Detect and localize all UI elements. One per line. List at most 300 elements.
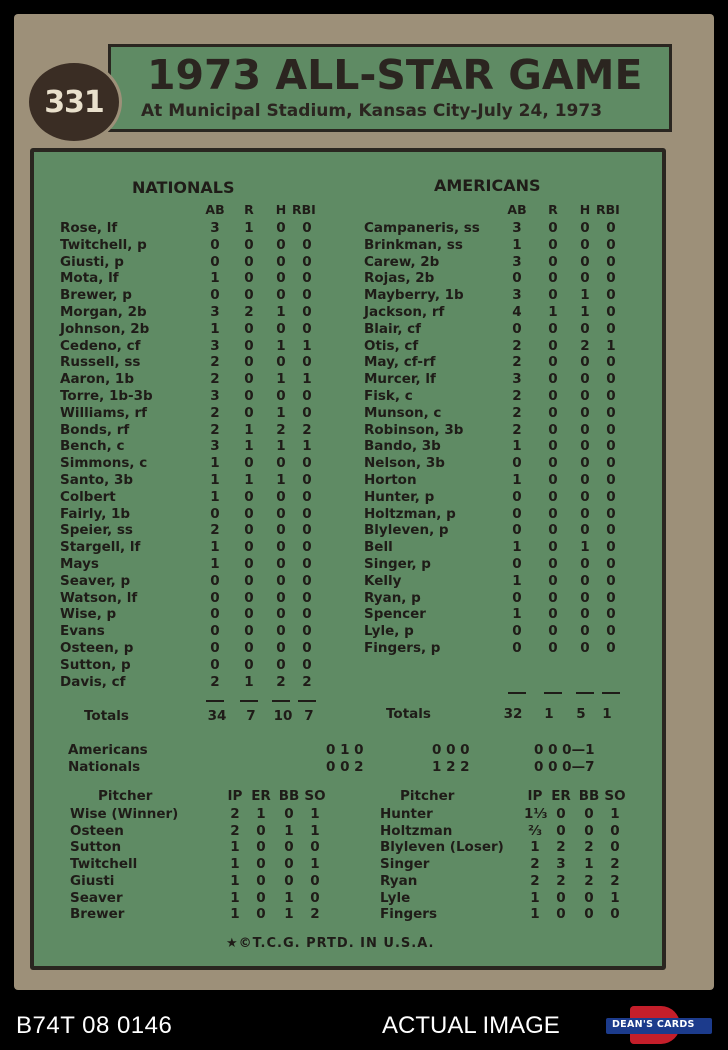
nationals-pitcher-name: Twitchell xyxy=(70,856,138,873)
nationals-batter-r: 0 xyxy=(244,556,254,572)
nationals-batter-ab: 2 xyxy=(210,421,220,438)
americans-batter-rbi: 0 xyxy=(606,320,616,337)
nationals-pitcher-so: 1 xyxy=(310,856,320,873)
nationals-pitcher-bb: 0 xyxy=(284,856,294,873)
nationals-batter-h: 0 xyxy=(276,556,286,572)
americans-pitcher-ip: 1⅓ xyxy=(524,806,548,822)
logo-text: DEAN'S CARDS xyxy=(612,1019,695,1030)
nationals-batter-r: 0 xyxy=(244,354,254,371)
nationals-batter-h: 1 xyxy=(276,304,286,320)
nationals-batter-rbi: 2 xyxy=(302,673,312,690)
americans-batter-h: 0 xyxy=(580,253,590,270)
nationals-batter-name: Watson, lf xyxy=(60,589,138,606)
nationals-batter-ab: 0 xyxy=(210,253,220,270)
nationals-batter-r: 0 xyxy=(244,388,254,404)
americans-batter-rbi: 0 xyxy=(606,270,616,287)
americans-pitcher-so: 0 xyxy=(610,906,620,923)
nationals-batter-h: 0 xyxy=(276,287,286,304)
nationals-totals-label: Totals xyxy=(84,708,129,724)
americans-batter-rbi: 0 xyxy=(606,606,616,623)
americans-pitcher-name: Singer xyxy=(380,856,430,873)
nationals-batter-h: 0 xyxy=(276,505,286,522)
nationals-pitcher-ip: 1 xyxy=(230,839,240,856)
americans-batter-rbi: 0 xyxy=(606,304,616,320)
nationals-batter-rbi: 0 xyxy=(302,270,312,287)
americans-pitcher-name: Holtzman xyxy=(380,822,453,839)
nationals-pitcher-er: 0 xyxy=(256,906,266,923)
totals-rule xyxy=(206,700,224,702)
americans-batter-ab: 1 xyxy=(512,438,522,455)
americans-pitcher-er: 3 xyxy=(556,856,566,873)
totals-rule xyxy=(272,700,290,702)
americans-batter-ab: 0 xyxy=(512,556,522,572)
americans-pitcher-ip: 1 xyxy=(530,889,540,906)
americans-batter-h: 0 xyxy=(580,472,590,488)
americans-batter-h: 0 xyxy=(580,606,590,623)
americans-pitcher-bb: 0 xyxy=(584,889,594,906)
americans-batter-r: 0 xyxy=(548,472,558,488)
americans-batter-ab: 3 xyxy=(512,220,522,236)
nationals-batter-name: Bench, c xyxy=(60,438,125,455)
americans-batter-ab: 1 xyxy=(512,236,522,253)
americans-batter-h: 1 xyxy=(580,304,590,320)
nationals-pitcher-name: Osteen xyxy=(70,822,124,839)
nationals-pitcher-er: 1 xyxy=(256,806,266,822)
nationals-batter-rbi: 0 xyxy=(302,556,312,572)
americans-pitcher-ip: 1 xyxy=(530,906,540,923)
nationals-pitcher-bb: 0 xyxy=(284,872,294,889)
americans-pitcher-name: Ryan xyxy=(380,872,418,889)
nationals-batter-ab: 1 xyxy=(210,320,220,337)
nationals-batter-name: Fairly, 1b xyxy=(60,505,131,522)
americans-batter-rbi: 0 xyxy=(606,640,616,656)
linescore-team: Americans xyxy=(68,742,148,758)
nationals-batter-r: 0 xyxy=(244,236,254,253)
americans-batter-name: Munson, c xyxy=(364,404,442,421)
nationals-batter-h: 0 xyxy=(276,522,286,539)
americans-pitcher-so: 0 xyxy=(610,822,620,839)
nationals-batter-h: 2 xyxy=(276,421,286,438)
nationals-batter-h: 1 xyxy=(276,438,286,455)
nationals-batter-rbi: 0 xyxy=(302,253,312,270)
americans-batter-h: 0 xyxy=(580,421,590,438)
nationals-batter-r: 0 xyxy=(244,404,254,421)
americans-batter-h: 0 xyxy=(580,371,590,388)
nationals-batter-name: Williams, rf xyxy=(60,404,147,421)
americans-pitcher-so: 2 xyxy=(610,872,620,889)
nationals-heading: NATIONALS xyxy=(132,178,235,197)
totals-rule xyxy=(508,692,526,694)
americans-batter-h: 0 xyxy=(580,589,590,606)
cert-id: B74T 08 0146 xyxy=(16,1012,173,1039)
americans-batter-r: 0 xyxy=(548,455,558,472)
americans-batter-ab: 3 xyxy=(512,253,522,270)
americans-pitcher-so: 0 xyxy=(610,839,620,856)
americans-batter-ab: 3 xyxy=(512,287,522,304)
americans-batter-r: 1 xyxy=(548,304,558,320)
americans-batter-name: Ryan, p xyxy=(364,589,421,606)
americans-batter-ab: 0 xyxy=(512,488,522,505)
nationals-batter-r: 0 xyxy=(244,270,254,287)
nationals-batter-rbi: 1 xyxy=(302,438,312,455)
americans-batter-ab: 2 xyxy=(512,388,522,404)
nationals-pitcher-bb: 0 xyxy=(284,806,294,822)
americans-batter-r: 0 xyxy=(548,220,558,236)
nationals-pitcher-er: 0 xyxy=(256,822,266,839)
nationals-batter-rbi: 0 xyxy=(302,404,312,421)
stats-panel xyxy=(30,148,666,970)
americans-batter-rbi: 0 xyxy=(606,371,616,388)
americans-batter-rbi: 0 xyxy=(606,354,616,371)
totals-rule xyxy=(240,700,258,702)
americans-col-header: H xyxy=(579,202,591,217)
americans-batter-h: 0 xyxy=(580,220,590,236)
nationals-batter-rbi: 0 xyxy=(302,236,312,253)
nationals-batter-name: Rose, lf xyxy=(60,220,118,236)
americans-batter-r: 0 xyxy=(548,539,558,556)
americans-heading: AMERICANS xyxy=(434,176,541,195)
nationals-batter-r: 0 xyxy=(244,505,254,522)
americans-batter-name: Holtzman, p xyxy=(364,505,456,522)
americans-batter-name: Bell xyxy=(364,539,393,556)
nationals-pitcher-name: Sutton xyxy=(70,839,122,856)
nationals-col-header: H xyxy=(275,202,287,217)
americans-pitcher-ip: 2 xyxy=(530,856,540,873)
nationals-batter-h: 0 xyxy=(276,253,286,270)
nationals-batter-rbi: 0 xyxy=(302,488,312,505)
nationals-batter-h: 1 xyxy=(276,337,286,354)
americans-pitcher-name: Hunter xyxy=(380,806,433,822)
nationals-batter-name: Speier, ss xyxy=(60,522,133,539)
nationals-batter-h: 1 xyxy=(276,404,286,421)
nationals-batter-rbi: 0 xyxy=(302,656,312,673)
nationals-batter-ab: 1 xyxy=(210,472,220,488)
americans-batter-name: Kelly xyxy=(364,572,402,589)
americans-batter-ab: 0 xyxy=(512,270,522,287)
americans-pitching-col-header: BB xyxy=(578,788,600,804)
americans-pitcher-er: 2 xyxy=(556,872,566,889)
printed-notice: ★©T.C.G. PRTD. IN U.S.A. xyxy=(226,936,435,951)
nationals-batter-h: 0 xyxy=(276,640,286,656)
nationals-batter-name: Johnson, 2b xyxy=(60,320,150,337)
americans-batter-rbi: 0 xyxy=(606,472,616,488)
nationals-batter-r: 1 xyxy=(244,472,254,488)
americans-batter-ab: 1 xyxy=(512,572,522,589)
nationals-pitcher-so: 1 xyxy=(310,806,320,822)
americans-batter-rbi: 0 xyxy=(606,505,616,522)
americans-batter-name: Blyleven, p xyxy=(364,522,449,539)
americans-batter-h: 0 xyxy=(580,404,590,421)
americans-batter-r: 0 xyxy=(548,438,558,455)
nationals-batter-ab: 0 xyxy=(210,572,220,589)
nationals-pitcher-bb: 0 xyxy=(284,839,294,856)
nationals-batter-name: Santo, 3b xyxy=(60,472,134,488)
nationals-batter-r: 0 xyxy=(244,522,254,539)
nationals-batter-ab: 1 xyxy=(210,270,220,287)
nationals-total-rbi: 7 xyxy=(304,708,314,724)
nationals-batter-r: 0 xyxy=(244,320,254,337)
americans-batter-h: 0 xyxy=(580,488,590,505)
nationals-batter-r: 1 xyxy=(244,673,254,690)
americans-batter-name: Rojas, 2b xyxy=(364,270,435,287)
nationals-pitcher-name: Seaver xyxy=(70,889,123,906)
nationals-pitcher-ip: 2 xyxy=(230,806,240,822)
americans-batter-r: 0 xyxy=(548,404,558,421)
title-banner xyxy=(108,44,672,132)
nationals-batter-r: 2 xyxy=(244,304,254,320)
nationals-batter-rbi: 0 xyxy=(302,388,312,404)
totals-rule xyxy=(298,700,316,702)
americans-batter-r: 0 xyxy=(548,640,558,656)
americans-batter-r: 0 xyxy=(548,421,558,438)
nationals-col-header: RBI xyxy=(292,202,316,217)
nationals-pitcher-name: Giusti xyxy=(70,872,115,889)
americans-batter-r: 0 xyxy=(548,337,558,354)
americans-batter-r: 0 xyxy=(548,589,558,606)
nationals-batter-name: Russell, ss xyxy=(60,354,141,371)
nationals-batter-r: 1 xyxy=(244,421,254,438)
nationals-batter-name: Simmons, c xyxy=(60,455,148,472)
nationals-batter-h: 0 xyxy=(276,488,286,505)
linescore-team: Nationals xyxy=(68,759,141,775)
nationals-batter-rbi: 0 xyxy=(302,320,312,337)
nationals-batter-r: 0 xyxy=(244,488,254,505)
nationals-batter-rbi: 2 xyxy=(302,421,312,438)
deans-cards-logo xyxy=(606,1006,712,1044)
nationals-batter-name: Torre, 1b-3b xyxy=(60,388,153,404)
americans-batter-rbi: 1 xyxy=(606,337,616,354)
nationals-pitching-col-header: ER xyxy=(251,788,271,804)
nationals-pitcher-er: 0 xyxy=(256,856,266,873)
americans-batter-name: Nelson, 3b xyxy=(364,455,445,472)
nationals-batter-name: Aaron, 1b xyxy=(60,371,134,388)
americans-batter-name: Fisk, c xyxy=(364,388,413,404)
nationals-pitcher-bb: 1 xyxy=(284,906,294,923)
americans-batter-name: Bando, 3b xyxy=(364,438,441,455)
nationals-batter-r: 1 xyxy=(244,220,254,236)
nationals-pitching-col-header: SO xyxy=(304,788,326,804)
nationals-batter-rbi: 0 xyxy=(302,304,312,320)
americans-batter-r: 0 xyxy=(548,606,558,623)
americans-batter-rbi: 0 xyxy=(606,388,616,404)
card-title: 1973 ALL-STAR GAME xyxy=(147,51,643,99)
americans-batter-ab: 2 xyxy=(512,337,522,354)
nationals-batter-ab: 1 xyxy=(210,539,220,556)
totals-rule xyxy=(544,692,562,694)
americans-pitcher-name: Blyleven (Loser) xyxy=(380,839,504,856)
card-subtitle: At Municipal Stadium, Kansas City-July 24, 1973 xyxy=(141,101,603,121)
nationals-pitcher-er: 0 xyxy=(256,872,266,889)
nationals-pitcher-ip: 1 xyxy=(230,872,240,889)
nationals-batter-name: Wise, p xyxy=(60,606,117,623)
americans-batter-rbi: 0 xyxy=(606,623,616,640)
americans-total-rbi: 1 xyxy=(602,706,612,722)
nationals-batter-ab: 0 xyxy=(210,589,220,606)
americans-batter-r: 0 xyxy=(548,270,558,287)
americans-total-ab: 32 xyxy=(503,706,523,722)
americans-batter-ab: 2 xyxy=(512,421,522,438)
nationals-batter-name: Davis, cf xyxy=(60,673,126,690)
nationals-batter-h: 0 xyxy=(276,388,286,404)
americans-batter-r: 0 xyxy=(548,488,558,505)
nationals-pitcher-header: Pitcher xyxy=(98,788,153,804)
nationals-batter-name: Osteen, p xyxy=(60,640,134,656)
nationals-pitcher-er: 0 xyxy=(256,839,266,856)
nationals-batter-name: Bonds, rf xyxy=(60,421,130,438)
nationals-batter-r: 0 xyxy=(244,640,254,656)
nationals-batter-name: Evans xyxy=(60,623,105,640)
nationals-batter-r: 1 xyxy=(244,438,254,455)
americans-pitcher-ip: 2 xyxy=(530,872,540,889)
americans-batter-name: Lyle, p xyxy=(364,623,414,640)
nationals-batter-h: 0 xyxy=(276,589,286,606)
americans-batter-ab: 1 xyxy=(512,606,522,623)
americans-batter-h: 0 xyxy=(580,640,590,656)
americans-pitching-col-header: SO xyxy=(604,788,626,804)
americans-batter-h: 0 xyxy=(580,270,590,287)
nationals-batter-rbi: 0 xyxy=(302,354,312,371)
americans-batter-ab: 0 xyxy=(512,589,522,606)
americans-batter-ab: 0 xyxy=(512,623,522,640)
americans-batter-r: 0 xyxy=(548,572,558,589)
nationals-batter-ab: 1 xyxy=(210,455,220,472)
nationals-batter-h: 0 xyxy=(276,320,286,337)
americans-batter-h: 0 xyxy=(580,388,590,404)
americans-batter-name: Robinson, 3b xyxy=(364,421,464,438)
americans-batter-r: 0 xyxy=(548,623,558,640)
nationals-batter-r: 0 xyxy=(244,606,254,623)
americans-batter-name: Hunter, p xyxy=(364,488,435,505)
americans-batter-ab: 1 xyxy=(512,472,522,488)
nationals-batter-ab: 0 xyxy=(210,287,220,304)
americans-batter-ab: 1 xyxy=(512,539,522,556)
americans-batter-rbi: 0 xyxy=(606,287,616,304)
americans-pitcher-ip: ⅔ xyxy=(528,822,542,839)
americans-pitcher-er: 0 xyxy=(556,806,566,822)
nationals-batter-rbi: 0 xyxy=(302,220,312,236)
americans-batter-ab: 0 xyxy=(512,455,522,472)
nationals-batter-ab: 0 xyxy=(210,236,220,253)
totals-rule xyxy=(576,692,594,694)
linescore-innings-4-6: 0 0 0 xyxy=(432,742,470,758)
nationals-batter-name: Cedeno, cf xyxy=(60,337,141,354)
nationals-batter-h: 0 xyxy=(276,270,286,287)
americans-batter-r: 0 xyxy=(548,505,558,522)
nationals-batter-h: 1 xyxy=(276,371,286,388)
nationals-batter-rbi: 1 xyxy=(302,371,312,388)
nationals-pitcher-er: 0 xyxy=(256,889,266,906)
americans-batter-ab: 3 xyxy=(512,371,522,388)
americans-pitcher-bb: 1 xyxy=(584,856,594,873)
americans-batter-name: Jackson, rf xyxy=(364,304,445,320)
nationals-batter-h: 0 xyxy=(276,220,286,236)
nationals-batter-rbi: 0 xyxy=(302,455,312,472)
americans-batter-name: Mayberry, 1b xyxy=(364,287,464,304)
americans-pitcher-ip: 1 xyxy=(530,839,540,856)
americans-batter-name: May, cf-rf xyxy=(364,354,436,371)
americans-batter-ab: 4 xyxy=(512,304,522,320)
nationals-batter-rbi: 0 xyxy=(302,472,312,488)
americans-batter-rbi: 0 xyxy=(606,589,616,606)
nationals-batter-rbi: 1 xyxy=(302,337,312,354)
americans-pitcher-bb: 0 xyxy=(584,806,594,822)
americans-pitcher-bb: 0 xyxy=(584,906,594,923)
americans-batter-ab: 0 xyxy=(512,320,522,337)
nationals-batter-h: 0 xyxy=(276,623,286,640)
nationals-pitcher-so: 0 xyxy=(310,872,320,889)
americans-pitcher-er: 0 xyxy=(556,822,566,839)
americans-batter-r: 0 xyxy=(548,253,558,270)
actual-image-label: ACTUAL IMAGE xyxy=(382,1012,560,1039)
americans-batter-rbi: 0 xyxy=(606,404,616,421)
nationals-batter-name: Brewer, p xyxy=(60,287,132,304)
nationals-batter-r: 0 xyxy=(244,287,254,304)
card-number: 331 xyxy=(44,84,104,120)
americans-batter-name: Otis, cf xyxy=(364,337,419,354)
nationals-batter-name: Colbert xyxy=(60,488,116,505)
nationals-batter-ab: 1 xyxy=(210,556,220,572)
americans-batter-rbi: 0 xyxy=(606,236,616,253)
americans-batter-ab: 0 xyxy=(512,640,522,656)
americans-batter-name: Campaneris, ss xyxy=(364,220,480,236)
americans-batter-r: 0 xyxy=(548,287,558,304)
linescore-innings-1-3: 0 0 2 xyxy=(326,759,364,775)
nationals-pitcher-ip: 1 xyxy=(230,889,240,906)
americans-pitcher-bb: 2 xyxy=(584,839,594,856)
nationals-batter-r: 0 xyxy=(244,253,254,270)
card-number-badge xyxy=(26,60,122,144)
americans-pitcher-so: 1 xyxy=(610,806,620,822)
nationals-batter-h: 2 xyxy=(276,673,286,690)
americans-batter-name: Fingers, p xyxy=(364,640,441,656)
nationals-batter-h: 0 xyxy=(276,455,286,472)
nationals-batter-h: 0 xyxy=(276,539,286,556)
nationals-batter-name: Sutton, p xyxy=(60,656,131,673)
nationals-batter-rbi: 0 xyxy=(302,606,312,623)
americans-batter-name: Spencer xyxy=(364,606,426,623)
nationals-pitcher-so: 0 xyxy=(310,839,320,856)
americans-batter-h: 0 xyxy=(580,623,590,640)
americans-batter-rbi: 0 xyxy=(606,522,616,539)
nationals-total-h: 10 xyxy=(273,708,293,724)
americans-pitcher-so: 2 xyxy=(610,856,620,873)
americans-total-r: 1 xyxy=(544,706,554,722)
nationals-batter-r: 0 xyxy=(244,572,254,589)
nationals-batter-r: 0 xyxy=(244,656,254,673)
nationals-batter-rbi: 0 xyxy=(302,539,312,556)
americans-batter-rbi: 0 xyxy=(606,421,616,438)
linescore-innings-4-6: 1 2 2 xyxy=(432,759,470,775)
americans-batter-r: 0 xyxy=(548,320,558,337)
americans-pitcher-er: 0 xyxy=(556,889,566,906)
nationals-batter-ab: 1 xyxy=(210,488,220,505)
americans-batter-rbi: 0 xyxy=(606,539,616,556)
americans-batter-h: 0 xyxy=(580,236,590,253)
americans-batter-name: Singer, p xyxy=(364,556,431,572)
americans-batter-h: 0 xyxy=(580,572,590,589)
nationals-pitching-col-header: IP xyxy=(227,788,243,804)
americans-batter-r: 0 xyxy=(548,354,558,371)
americans-batter-name: Brinkman, ss xyxy=(364,236,463,253)
nationals-pitcher-ip: 1 xyxy=(230,906,240,923)
nationals-batter-name: Seaver, p xyxy=(60,572,131,589)
americans-pitcher-er: 2 xyxy=(556,839,566,856)
nationals-batter-h: 0 xyxy=(276,656,286,673)
americans-batter-name: Murcer, lf xyxy=(364,371,436,388)
nationals-batter-ab: 0 xyxy=(210,656,220,673)
nationals-batter-r: 0 xyxy=(244,455,254,472)
americans-batter-r: 0 xyxy=(548,236,558,253)
